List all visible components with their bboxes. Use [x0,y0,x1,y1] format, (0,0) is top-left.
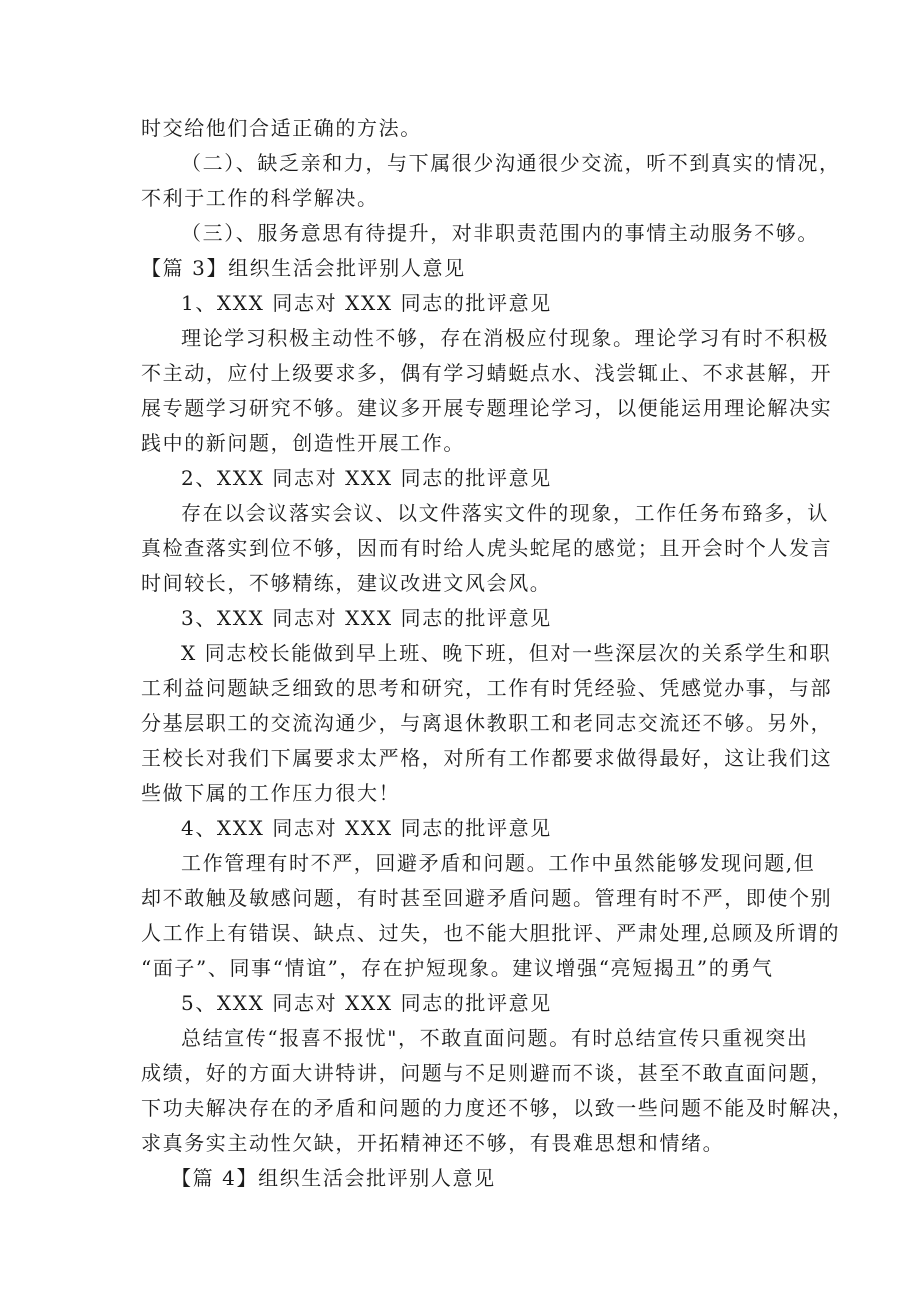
paragraph-line: 人工作上有错误、缺点、过失，也不能大胆批评、严肃处理,总顾及所谓的 [141,921,841,945]
subsection-heading: 3、XXX 同志对 XXX 同志的批评意见 [181,606,552,630]
subsection-heading: 2、XXX 同志对 XXX 同志的批评意见 [181,466,552,490]
subsection-heading: 1、XXX 同志对 XXX 同志的批评意见 [181,291,552,315]
paragraph-line: 真检查落实到位不够，因而有时给人虎头蛇尾的感觉；且开会时个人发言 [141,536,833,560]
paragraph-line: 成绩，好的方面大讲特讲，问题与不足则避而不谈，甚至不敢直面问题， [141,1061,833,1085]
paragraph-line: 时交给他们合适正确的方法。 [141,116,422,140]
paragraph-line: 些做下属的工作压力很大！ [141,781,401,805]
paragraph-line: 理论学习积极主动性不够，存在消极应付现象。理论学习有时不积极 [181,326,829,350]
paragraph-line: “面子”、同事“情谊”，存在护短现象。建议增强“亮短揭丑”的勇气 [141,956,774,980]
paragraph-line: 存在以会议落实会议、以文件落实文件的现象，工作任务布臵多，认 [181,501,829,525]
paragraph-line: 不利于工作的科学解决。 [141,186,379,210]
paragraph-line: X 同志校长能做到早上班、晚下班，但对一些深层次的关系学生和职 [181,641,832,665]
paragraph-line: 工作管理有时不严，回避矛盾和问题。工作中虽然能够发现问题,但 [181,851,816,875]
paragraph-line: 展专题学习研究不够。建议多开展专题理论学习，以便能运用理论解决实 [141,396,833,420]
paragraph-line: 却不敢触及敏感问题，有时甚至回避矛盾问题。管理有时不严，即使个别 [141,886,833,910]
section-heading: 【篇 4】组织生活会批评别人意见 [171,1166,496,1190]
paragraph-line: 求真务实主动性欠缺，开拓精神还不够，有畏难思想和情绪。 [141,1131,725,1155]
paragraph-line: 分基层职工的交流沟通少，与离退休教职工和老同志交流还不够。另外， [141,711,833,735]
paragraph-line: 王校长对我们下属要求太严格，对所有工作都要求做得最好，这让我们这 [141,746,833,770]
paragraph-line: 践中的新问题，创造性开展工作。 [141,431,465,455]
section-heading: 【篇 3】组织生活会批评别人意见 [141,256,466,280]
subsection-heading: 4、XXX 同志对 XXX 同志的批评意见 [181,816,552,840]
paragraph-line: 下功夫解决存在的矛盾和问题的力度还不够，以致一些问题不能及时解决， [141,1096,854,1120]
paragraph-line: 工利益问题缺乏细致的思考和研究，工作有时凭经验、凭感觉办事，与部 [141,676,833,700]
paragraph-line: 不主动，应付上级要求多，偶有学习蜻蜓点水、浅尝辄止、不求甚解，开 [141,361,833,385]
subsection-heading: 5、XXX 同志对 XXX 同志的批评意见 [181,991,552,1015]
paragraph-line: （二）、缺乏亲和力，与下属很少沟通很少交流，听不到真实的情况， [181,151,841,175]
paragraph-line: 时间较长，不够精练，建议改进文风会风。 [141,571,552,595]
paragraph-line: 总结宣传“报喜不报忧"，不敢直面问题。有时总结宣传只重视突出 [181,1026,809,1050]
paragraph-line: （三）、服务意思有待提升，对非职责范围内的事情主动服务不够。 [181,221,819,245]
